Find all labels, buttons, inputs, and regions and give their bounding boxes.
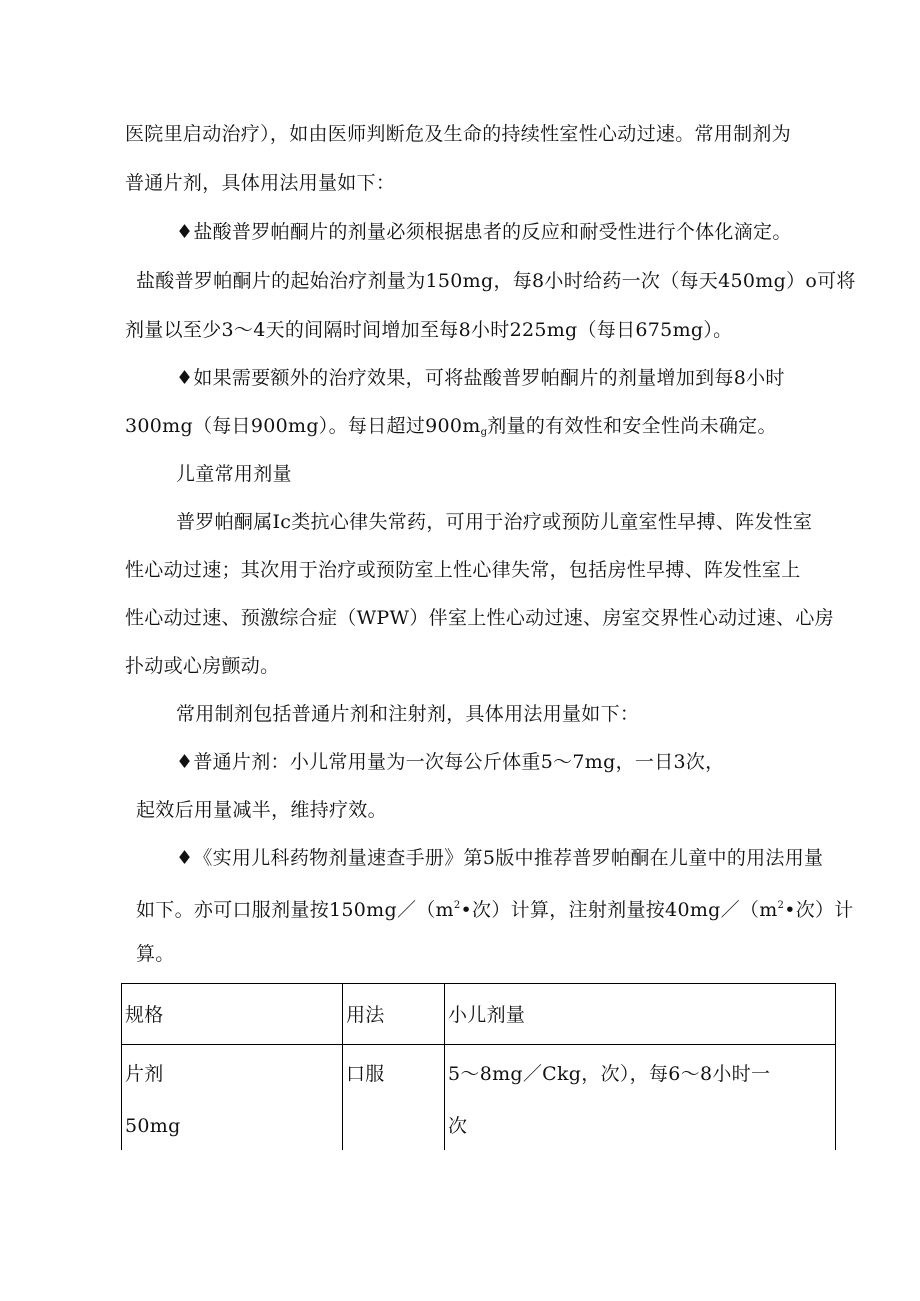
text-line xyxy=(125,414,777,445)
text-line: 医院里启动治疗），如由医师判断危及生命的持续性室性心动过速。常用制剂为 xyxy=(125,123,792,145)
table-header-spec: 规格 xyxy=(125,1004,164,1026)
text-segment: 剂量的有效性和安全性尚未确定。 xyxy=(487,415,777,437)
text-line: 盐酸普罗帕酮片的起始治疗剂量为150mg，每8小时给药一次（每天450mg）o可将 xyxy=(136,270,856,292)
table-border xyxy=(121,1044,836,1045)
superscript: 2 xyxy=(777,900,785,911)
text-line: 性心动过速、预激综合症（WPW）伴室上性心动过速、房室交界性心动过速、心房 xyxy=(125,607,834,629)
table-cell-dose: 次 xyxy=(448,1115,468,1137)
text-line: 普通片剂，具体用法用量如下： xyxy=(125,172,396,194)
table-header-usage: 用法 xyxy=(346,1004,385,1026)
table-header-dose: 小儿剂量 xyxy=(448,1004,526,1026)
text-line: 性心动过速；其次用于治疗或预防室上性心律失常，包括房性早搏、阵发性室上 xyxy=(125,559,801,581)
table-border xyxy=(121,983,122,1150)
superscript: 2 xyxy=(453,900,461,911)
text-line xyxy=(136,894,854,922)
bullet-line: ♦《实用儿科药物剂量速查手册》第5版中推荐普罗帕酮在儿童中的用法用量 xyxy=(176,847,824,869)
text-line: 普罗帕酮属Ic类抗心律失常药，可用于治疗或预防儿童室性早搏、阵发性室 xyxy=(176,511,813,533)
text-segment: 如下。亦可口服剂量按150mg／（m xyxy=(136,899,454,921)
bullet-line: ♦普通片剂：小儿常用量为一次每公斤体重5～7mg，一日3次， xyxy=(176,751,725,773)
bullet-line: ♦如果需要额外的治疗效果，可将盐酸普罗帕酮片的剂量增加到每8小时 xyxy=(176,367,785,389)
table-border xyxy=(342,983,343,1150)
text-segment: •次）计 xyxy=(784,899,854,921)
table-border xyxy=(835,983,836,1150)
table-cell-usage: 口服 xyxy=(346,1063,385,1085)
text-line: 算。 xyxy=(136,943,175,965)
text-segment: •次）计算，注射剂量按40mg／（m xyxy=(460,899,778,921)
table-border xyxy=(444,983,445,1150)
section-heading: 儿童常用剂量 xyxy=(176,463,292,485)
table-cell-spec: 50mg xyxy=(125,1115,181,1137)
text-segment: 300mg（每日900mg）。每日超过900m xyxy=(125,415,481,437)
table-border xyxy=(121,983,836,984)
bullet-line: ♦盐酸普罗帕酮片的剂量必须根据患者的反应和耐受性进行个体化滴定。 xyxy=(176,221,792,243)
text-line: 常用制剂包括普通片剂和注射剂，具体用法用量如下： xyxy=(176,703,640,725)
text-line: 剂量以至少3～4天的间隔时间增加至每8小时225mg（每日675mg）。 xyxy=(125,319,733,341)
text-line: 扑动或心房颤动。 xyxy=(125,655,280,677)
table-cell-dose: 5～8mg／Ckg，次），每6～8小时一 xyxy=(448,1063,771,1085)
subscript: g xyxy=(480,427,488,438)
table-cell-spec: 片剂 xyxy=(125,1063,164,1085)
text-line: 起效后用量减半，维持疗效。 xyxy=(136,799,387,821)
